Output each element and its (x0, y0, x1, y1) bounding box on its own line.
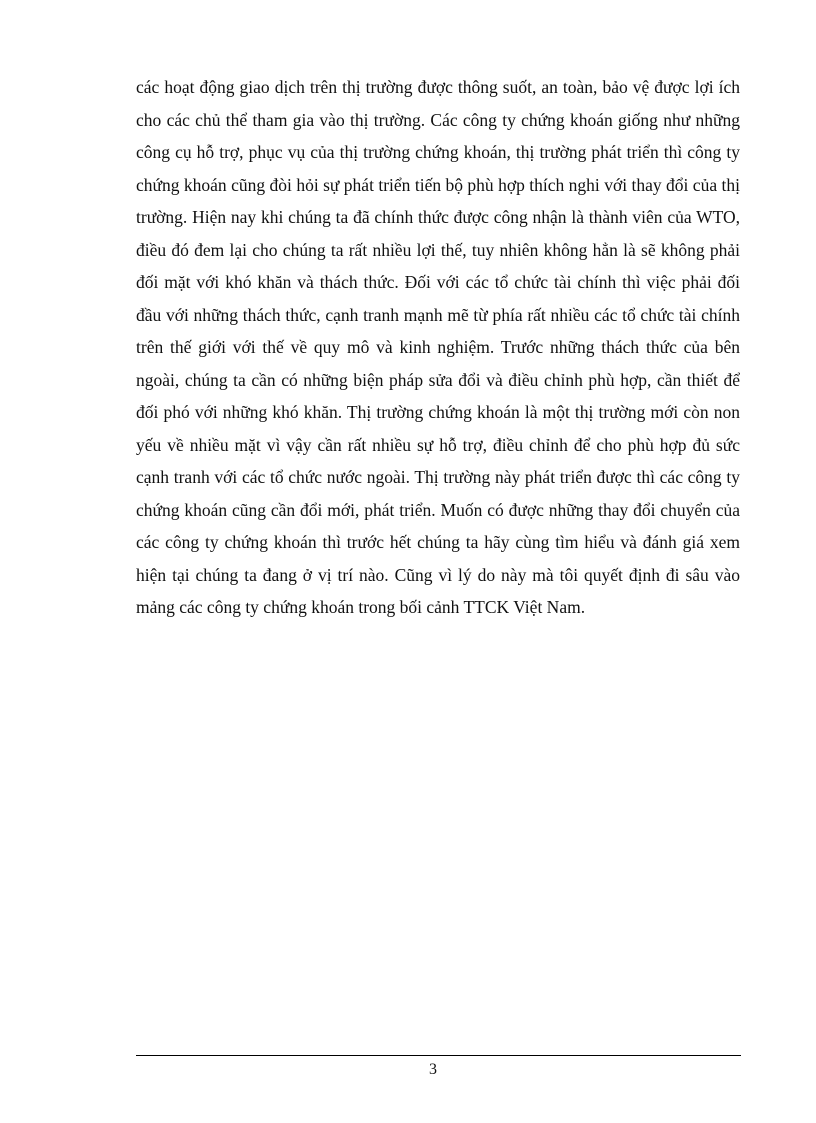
page-number: 3 (429, 1061, 437, 1078)
footer-divider (136, 1055, 741, 1056)
body-paragraph: các hoạt động giao dịch trên thị trường được thông suốt, an toàn, bảo vệ được lợi ích cho các chủ thể tham gia vào thị trường. Các công ty chứng khoán giống như những công cụ hỗ trợ, phục vụ của thị trường chứng khoán, thị trường phát triển thì công ty chứng khoán cũng đòi hỏi sự phát triển tiến bộ phù hợp thích nghi với thay đổi của thị trường. Hiện nay khi chúng ta đã chính thức được công nhận là thành viên của WTO, điều đó đem lại cho chúng ta rất nhiều lợi thế, tuy nhiên không hẳn là sẽ không phải đối mặt với khó khăn và thách thức. Đối với các tổ chức tài chính thì việc phải đối đầu với những thách thức, cạnh tranh mạnh mẽ từ phía rất nhiều các tổ chức tài chính trên thế giới với thế về quy mô và kinh nghiệm. Trước những thách thức của bên ngoài, chúng ta cần có những biện pháp sửa đổi và điều chỉnh phù hợp, cần thiết để đối phó với những khó khăn. Thị trường chứng khoán là một thị trường mới còn non yếu về nhiều mặt vì vậy cần rất nhiều sự hỗ trợ, điều chỉnh để cho phù hợp đủ sức cạnh tranh với các tổ chức nước ngoài. Thị trường này phát triển được thì các công ty chứng khoán cũng cần đổi mới, phát triển. Muốn có được những thay đổi chuyển của các công ty chứng khoán thì trước hết chúng ta hãy cùng tìm hiểu và đánh giá xem hiện tại chúng ta đang ở vị trí nào. Cũng vì lý do này mà tôi quyết định đi sâu vào mảng các công ty chứng khoán trong bối cảnh TTCK Việt Nam. (136, 77, 740, 617)
